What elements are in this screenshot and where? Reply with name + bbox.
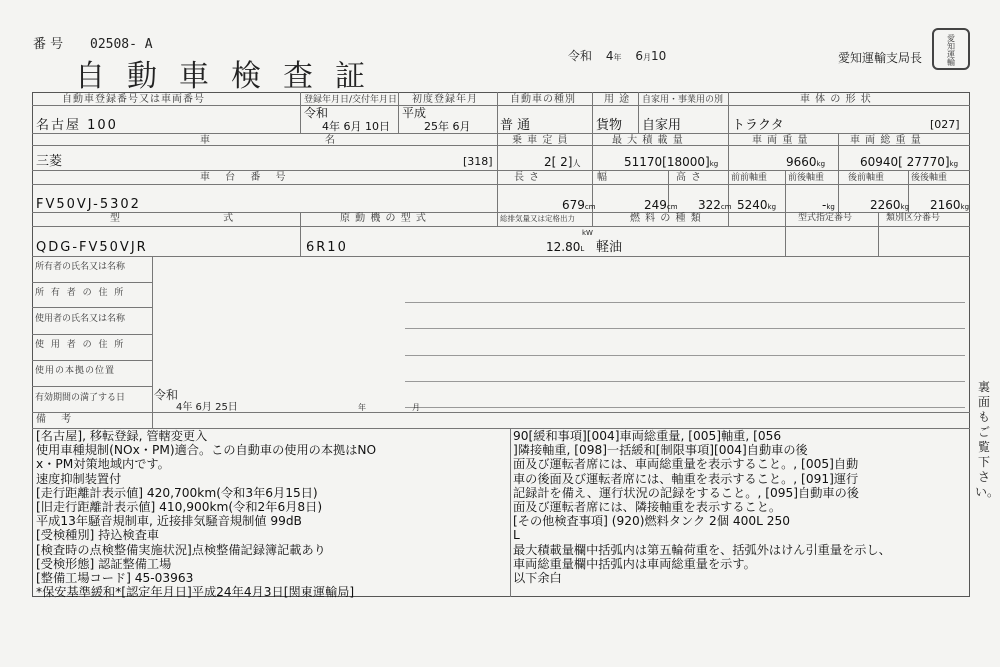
- gross-weight-label: 車 両 総 重 量: [850, 135, 922, 146]
- side-note: 裏面もご覧下さい。: [975, 380, 1000, 499]
- vehicle-name-label: 名: [325, 135, 336, 146]
- remark-line: 以下余白: [513, 571, 562, 586]
- rear-rear-axle-value: 2160kg: [930, 198, 970, 212]
- vehicle-kind-label: 自動車の種別: [510, 94, 576, 105]
- remark-line: L: [513, 528, 520, 543]
- remark-line: [走行距離計表示値] 420,700km(令和3年6月15日): [36, 485, 318, 500]
- remark-line: 平成13年騒音規制車, 近接排気騒音規制値 99dB: [36, 514, 302, 529]
- remark-line: [名古屋], 移転登録, 管轄変更入: [36, 429, 208, 443]
- remarks-label: 備 考: [36, 414, 78, 425]
- expiry-month-suffix: 月: [412, 403, 420, 412]
- max-load-label: 最 大 積 載 量: [612, 135, 684, 146]
- reg-number-value: 名古屋 100: [36, 118, 118, 133]
- number-label: 番 号: [33, 37, 64, 52]
- owner-address-label: 所 有 者 の 住 所: [35, 288, 126, 298]
- remark-line: [受検形態] 認証整備工場: [36, 556, 172, 571]
- issue-date: 令和 4年 6月10: [568, 49, 667, 63]
- remark-line: 面及び運転者席には、隣接軸重を表示すること。: [513, 500, 782, 515]
- engine-model-label: 原 動 機 の 型 式: [340, 213, 427, 224]
- first-reg-label: 初度登録年月: [412, 94, 478, 105]
- width-value: 249cm: [644, 198, 678, 212]
- issuer-name: 愛知運輸支局長: [838, 51, 923, 65]
- remark-line: 車両総重量欄中括弧内は車両総重量を示す。: [513, 556, 756, 571]
- vehicle-weight-label: 車 両 重 量: [752, 135, 809, 146]
- front-rear-axle-label: 前後軸重: [788, 173, 825, 183]
- engine-model-value: 6R10: [306, 240, 348, 255]
- expiry-label: 有効期間の満了する日: [35, 393, 126, 403]
- remark-line: 車の後面及び運転者席には、軸重を表示すること。, [091]運行: [513, 471, 859, 486]
- kw-unit: kW: [582, 229, 593, 237]
- maker-code: [318]: [463, 155, 493, 168]
- vehicle-weight-value: 9660kg: [786, 155, 826, 169]
- remark-line: 記録計を備え、運行状況の記録をすること。, [095]自動車の後: [513, 485, 859, 500]
- owner-name-label: 所有者の氏名又は名称: [35, 262, 126, 272]
- remark-line: *保安基準緩和*[認定年月日]平成24年4月3日[関東運輸局]: [36, 585, 355, 600]
- use-label: 用 途: [604, 94, 631, 105]
- displacement-value: 12.80L: [546, 240, 585, 254]
- vehicle-kind-value: 普 通: [500, 118, 531, 133]
- length-value: 679cm: [562, 198, 596, 212]
- remark-line: x・PM対策地域内です。: [36, 457, 170, 472]
- front-rear-axle-value: -kg: [822, 198, 835, 212]
- displacement-label: 総排気量又は定格出力: [500, 214, 575, 223]
- remark-line: [検査時の点検整備実施状況]点検整備記録簿記載あり: [36, 542, 326, 557]
- official-seal: 愛知運輸: [932, 28, 970, 70]
- chassis-number: FV50VJ-5302: [36, 197, 141, 212]
- height-value: 322cm: [698, 198, 732, 212]
- remarks-right: [513, 429, 891, 585]
- remark-line: [旧走行距離計表示値] 410,900km(令和2年6月8日): [36, 500, 323, 515]
- rear-front-axle-value: 2260kg: [870, 198, 910, 212]
- remark-line: [整備工場コード] 45-03963: [36, 571, 194, 586]
- remark-line: 最大積載量欄中括弧内は第五輪荷重を、括弧外はけん引重量を示し、: [513, 542, 891, 557]
- maker-label: 車: [200, 135, 211, 146]
- model-label: 型 式: [110, 213, 284, 224]
- capacity-value: 2[ 2]人: [544, 155, 581, 169]
- reg-date-era: 令和: [304, 106, 329, 120]
- width-label: 幅: [597, 172, 608, 183]
- first-reg-era: 平成: [402, 106, 427, 120]
- body-shape-code: [027]: [930, 118, 960, 131]
- reg-date-label: 登録年月日/交付年月日: [304, 95, 398, 105]
- fuel-type-value: 軽油: [596, 240, 623, 255]
- remark-line: 面及び運転者席には、車両総重量を表示すること。, [005]自動: [513, 457, 859, 472]
- class-number-label: 類別区分番号: [886, 213, 941, 223]
- height-label: 高 さ: [676, 172, 703, 183]
- expiry-year-suffix: 年: [358, 403, 366, 412]
- user-name-label: 使用者の氏名又は名称: [35, 314, 126, 324]
- remark-line: [受検種別] 持込検査車: [36, 528, 160, 543]
- rear-front-axle-label: 後前軸重: [848, 173, 885, 183]
- remark-line: 速度抑制装置付: [36, 471, 122, 486]
- model-value: QDG-FV50VJR: [36, 240, 148, 255]
- certificate-number: 02508- A: [90, 37, 153, 52]
- capacity-label: 乗 車 定 員: [512, 135, 569, 146]
- document-title: 自動車検査証: [75, 59, 387, 94]
- fuel-type-label: 燃 料 の 種 類: [630, 213, 702, 224]
- remarks-left: [36, 429, 376, 599]
- maker-value: 三菱: [36, 154, 63, 169]
- private-business-label: 自家用・事業用の別: [642, 95, 724, 105]
- reg-number-label: 自動車登録番号又は車両番号: [62, 94, 205, 105]
- body-shape-label: 車 体 の 形 状: [800, 94, 872, 105]
- remark-line: 使用車種規制(NOx・PM)適合。この自動車の使用の本拠はNO: [36, 443, 377, 458]
- reg-date-value: 4年 6月 10日: [322, 120, 390, 133]
- length-label: 長 さ: [514, 172, 541, 183]
- front-front-axle-value: 5240kg: [737, 198, 777, 212]
- expiry-date: 4年 6月 25日: [176, 402, 238, 413]
- remark-line: [その他検査事項] (920)燃料タンク 2個 400L 250: [513, 514, 791, 529]
- remark-line: 90[緩和事項][004]車両総重量, [005]軸重, [056: [513, 429, 782, 443]
- first-reg-value: 25年 6月: [424, 120, 471, 133]
- max-load-value: 51170[18000]kg: [624, 155, 719, 169]
- chassis-label: 車 台 番 号: [200, 172, 292, 183]
- gross-weight-value: 60940[ 27770]kg: [860, 155, 959, 169]
- base-location-label: 使用の本拠の位置: [35, 366, 116, 376]
- rear-rear-axle-label: 後後軸重: [911, 173, 948, 183]
- private-value: 自家用: [642, 118, 682, 133]
- remark-line: ]隣接軸重, [098]一括緩和[制限事項][004]自動車の後: [513, 443, 808, 458]
- user-address-label: 使 用 者 の 住 所: [35, 340, 126, 350]
- front-front-axle-label: 前前軸重: [731, 173, 768, 183]
- type-designation-label: 型式指定番号: [798, 213, 853, 223]
- expiry-era: 令和: [154, 388, 179, 402]
- use-value: 貨物: [596, 118, 623, 133]
- body-shape-value: トラクタ: [732, 118, 784, 133]
